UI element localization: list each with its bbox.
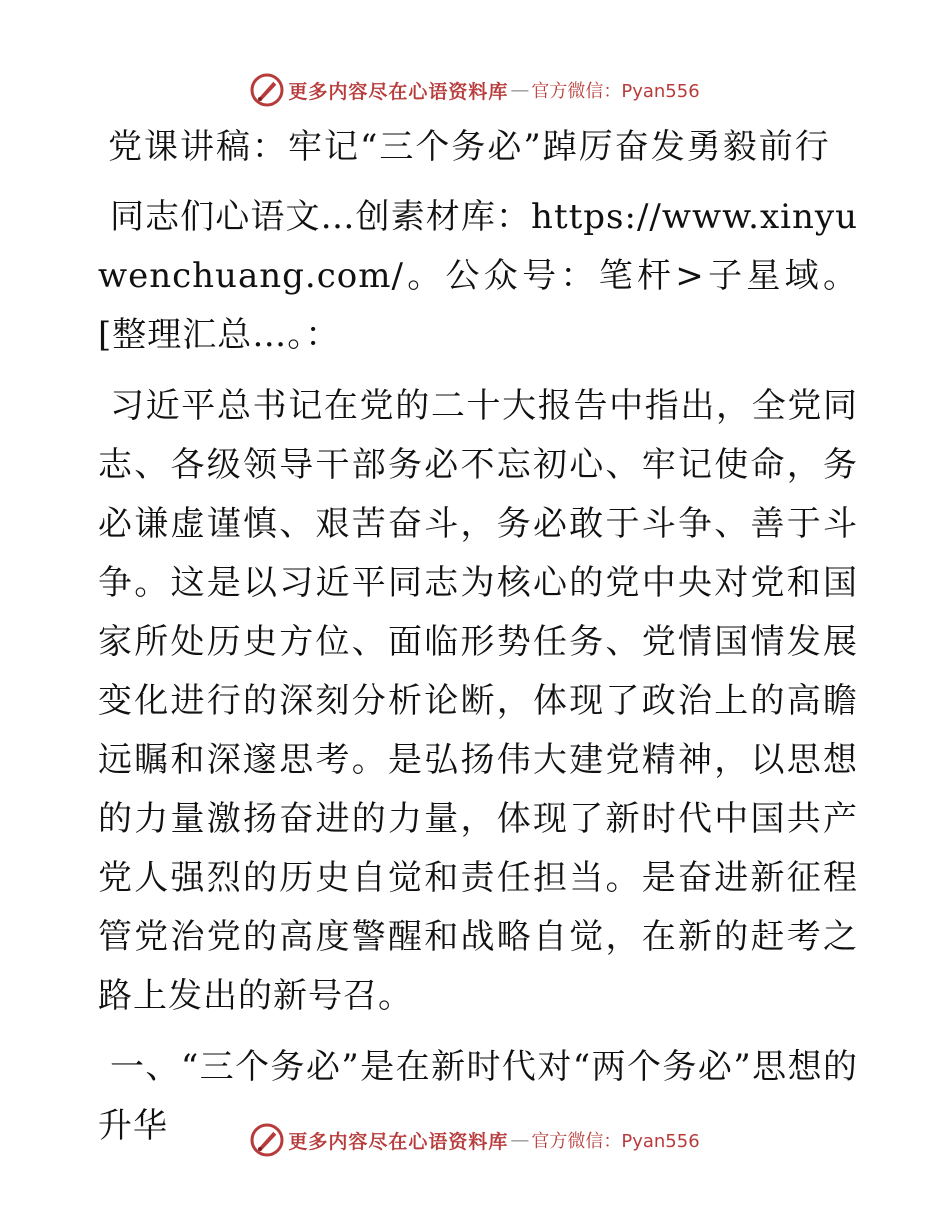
banner-separator: — xyxy=(510,79,530,101)
banner-wechat-id: 官方微信：Pyan556 xyxy=(531,1131,700,1152)
header-banner xyxy=(0,70,950,110)
body-paragraph: 习近平总书记在党的二十大报告中指出，全党同志、各级领导干部务必不忘初心、牢记使命，务必谦虚谨慎、艰苦奋斗，务必敢于斗争、善于斗争。这是以习近平同志为核心的党中央对党和国家所处历史方位、面临形势任务、党情国情发展变化进行的深刻分析论断，体现了政治上的高瞻远瞩和深邃思考。是弘扬伟大建党精神，以思想的力量激扬奋进的力量，体现了新时代中国共产党人强烈的历史自觉和责任担当。是奋进新征程管党治党的高度警醒和战略自觉，在新的赶考之路上发出的新号召。 xyxy=(98,386,858,1016)
banner-separator: — xyxy=(510,1129,530,1151)
section-heading: 一、“三个务必”是在新时代对“两个务必”思想的升华 xyxy=(98,1047,858,1146)
banner-wechat-id: 官方微信：Pyan556 xyxy=(531,81,700,102)
quill-pen-logo-icon xyxy=(250,73,284,107)
intro-paragraph: 同志们心语文…创素材库：https://www.xinyuwenchuang.com/。公众号：笔杆>子星域。[整理汇总…。： xyxy=(98,197,858,355)
banner-brand-text: 更多内容尽在心语资料库 xyxy=(288,80,509,103)
document-title: 党课讲稿：牢记“三个务必”踔厉奋发勇毅前行 xyxy=(108,127,831,167)
document-body xyxy=(98,120,858,1168)
footer-banner xyxy=(0,1120,950,1160)
quill-pen-logo-icon xyxy=(250,1123,284,1157)
banner-brand-text: 更多内容尽在心语资料库 xyxy=(288,1130,509,1153)
